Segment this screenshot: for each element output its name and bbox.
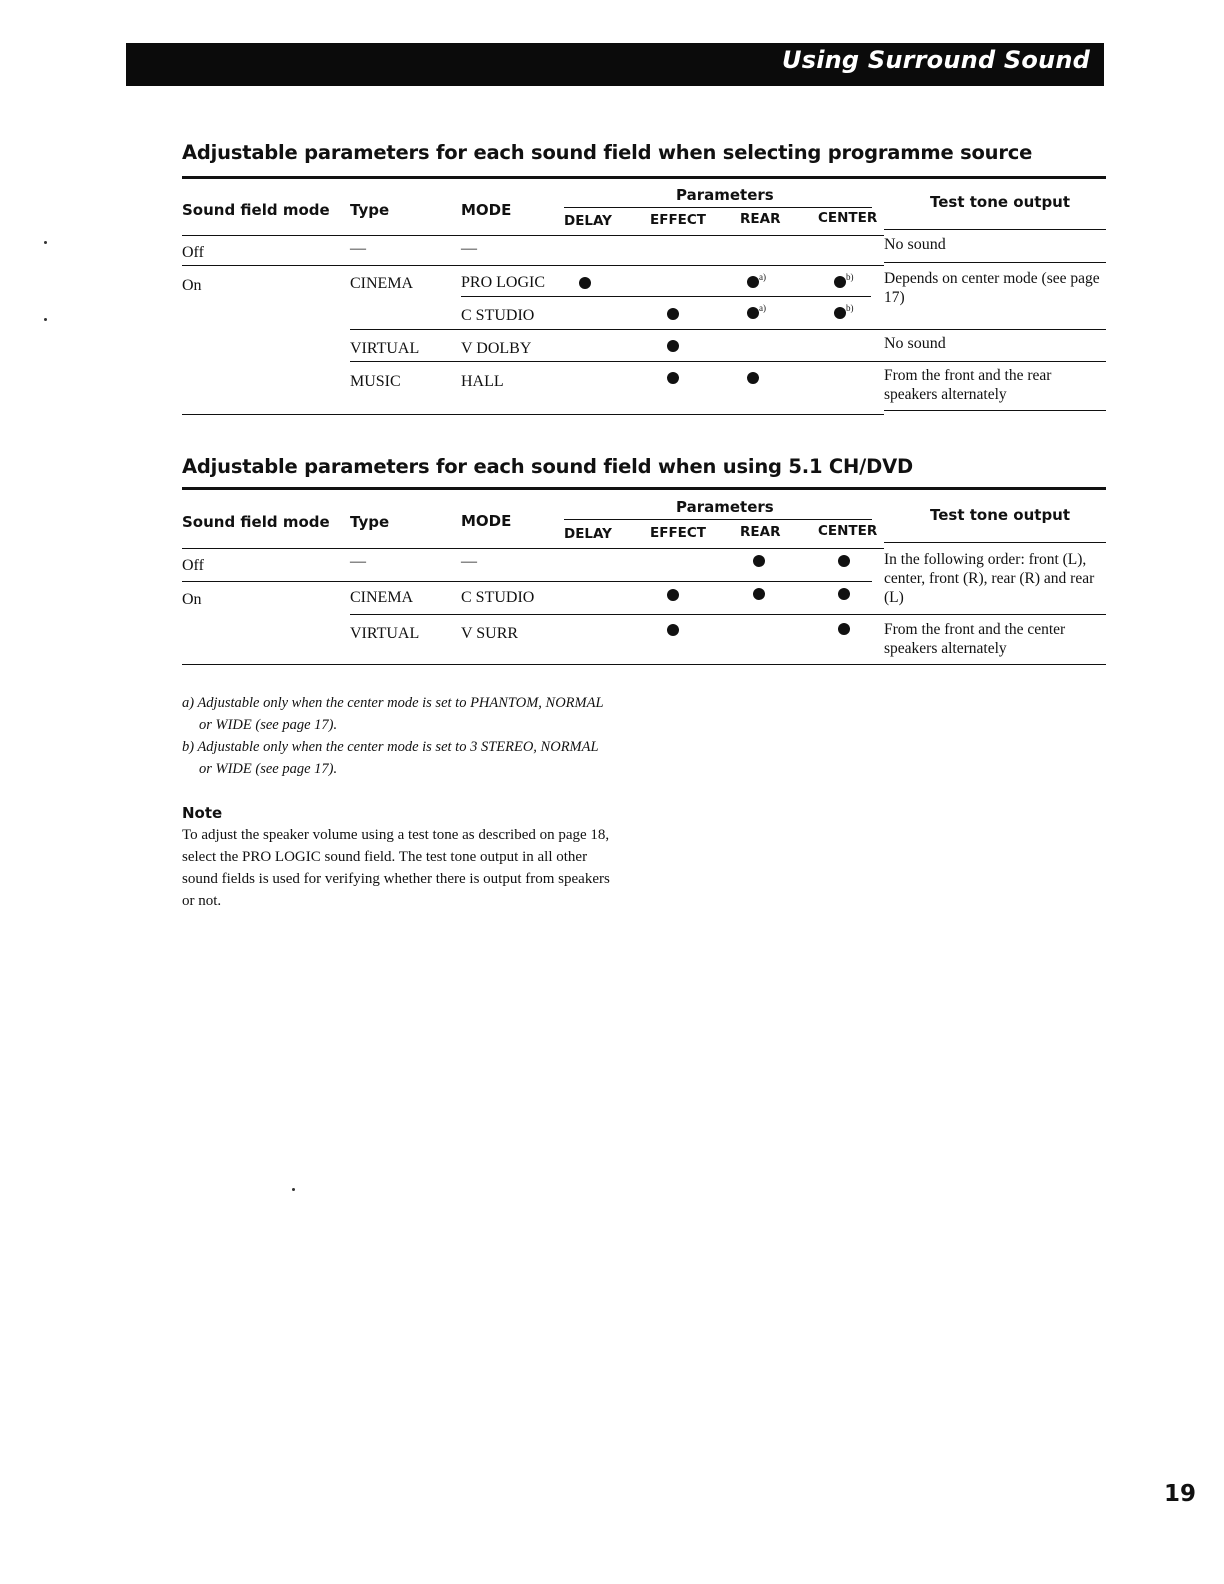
table1-header-center: CENTER <box>818 210 878 226</box>
table2-header-delay: DELAY <box>564 526 612 542</box>
scan-speck <box>292 1188 295 1191</box>
table2-cell-tone: From the front and the center speakers alternately <box>884 621 1066 657</box>
table1-header-sound-field-mode: Sound field mode <box>182 201 330 219</box>
table2-header-rule <box>182 548 884 549</box>
table2-title: Adjustable parameters for each sound field when using 5.1 CH/DVD <box>182 455 913 478</box>
table2-cell-mode: — <box>461 553 477 570</box>
note-body: To adjust the speaker volume using a test tone as described on page 18, select the PRO LOGIC sound field. The test tone output in all other sound fields is used for verifying whether there is output from speakers or not. <box>182 827 610 909</box>
table2-cell-mode: V SURR <box>461 625 519 642</box>
table1-cell-mode: PRO LOGIC <box>461 274 546 291</box>
table1-cell-type: MUSIC <box>350 373 401 390</box>
table1-rear-footnote-mark: a) <box>759 272 766 282</box>
table2-header-center: CENTER <box>818 523 878 539</box>
table2-header-mode: MODE <box>461 512 512 530</box>
table2-effect-dot <box>667 589 679 601</box>
table1-header-delay: DELAY <box>564 213 612 229</box>
table2-rear-dot <box>753 555 765 567</box>
table1-center-dot <box>834 307 846 319</box>
table2-header-sound-field-mode: Sound field mode <box>182 513 330 531</box>
table2-top-rule <box>182 487 1106 490</box>
table2-center-dot <box>838 623 850 635</box>
table1-cell-tone: Depends on center mode (see page 17) <box>884 270 1100 306</box>
table2-cell-type: VIRTUAL <box>350 625 420 642</box>
table2-bottom-rule <box>182 664 1106 665</box>
table1-effect-dot <box>667 340 679 352</box>
table1-effect-dot <box>667 308 679 320</box>
table1-cell-type: — <box>350 240 366 257</box>
table1-header-type: Type <box>350 201 390 219</box>
note-heading: Note <box>182 804 223 822</box>
table1-tone-header-rule <box>884 229 1106 230</box>
table1-header-mode: MODE <box>461 201 512 219</box>
table2-tone-header-rule <box>884 542 1106 543</box>
table1-cell-mode: V DOLBY <box>461 340 532 357</box>
table2-cell-field: On <box>182 591 202 608</box>
table1-bottom-rule <box>182 414 884 415</box>
table1-rear-dot <box>747 372 759 384</box>
table1-cell-field: Off <box>182 244 204 261</box>
table1-center-dot <box>834 276 846 288</box>
table2-cell-type: CINEMA <box>350 589 414 606</box>
table2-header-rear: REAR <box>740 524 781 540</box>
table1-row-rule <box>182 265 884 266</box>
footnote-b: b) Adjustable only when the center mode is set to 3 STEREO, NORMAL or WIDE (see page 17). <box>182 739 599 777</box>
table2-header-type: Type <box>350 513 390 531</box>
table1-cell-mode: — <box>461 240 477 257</box>
scan-speck <box>44 318 47 321</box>
table2-rear-dot <box>753 588 765 600</box>
table1-cell-type: CINEMA <box>350 275 414 292</box>
table2-center-dot <box>838 555 850 567</box>
table2-cell-type: — <box>350 553 366 570</box>
table1-bottom-rule <box>884 410 1106 411</box>
table1-cell-mode: HALL <box>461 373 504 390</box>
table1-header-rear: REAR <box>740 211 781 227</box>
table1-cell-tone: No sound <box>884 335 946 352</box>
table1-cell-mode: C STUDIO <box>461 307 535 324</box>
table1-row-rule <box>884 262 1106 263</box>
table1-delay-dot <box>579 277 591 289</box>
table2-parameters-rule <box>564 519 872 520</box>
table1-cell-tone: From the front and the rear speakers alternately <box>884 367 1052 403</box>
table1-header-parameters: Parameters <box>676 186 774 204</box>
table1-center-footnote-mark: b) <box>846 303 854 313</box>
table1-rear-dot <box>747 276 759 288</box>
table1-effect-dot <box>667 372 679 384</box>
table2-effect-dot <box>667 624 679 636</box>
footnote-a: a) Adjustable only when the center mode is set to PHANTOM, NORMAL or WIDE (see page 17). <box>182 695 604 733</box>
table1-cell-field: On <box>182 277 202 294</box>
table2-cell-field: Off <box>182 557 204 574</box>
table1-top-rule <box>182 176 1106 179</box>
table2-header-effect: EFFECT <box>650 525 707 541</box>
section-title: Using Surround Sound <box>782 46 1090 74</box>
table2-header-parameters: Parameters <box>676 498 774 516</box>
table2-row-rule <box>182 581 872 582</box>
table1-header-effect: EFFECT <box>650 212 707 228</box>
table1-header-rule <box>182 235 884 236</box>
table2-cell-tone: In the following order: front (L), center, front (R), rear (R) and rear (L) <box>884 551 1095 606</box>
table1-header-test-tone-output: Test tone output <box>930 193 1071 211</box>
table1-row-rule <box>350 361 1106 362</box>
scan-speck <box>44 241 47 244</box>
table1-center-footnote-mark: b) <box>846 272 854 282</box>
table2-row-rule <box>350 614 1106 615</box>
section-header-bar <box>126 43 1104 86</box>
table1-subrow-rule <box>461 296 871 297</box>
table1-row-rule <box>350 329 1106 330</box>
table1-parameters-rule <box>564 207 872 208</box>
table1-cell-type: VIRTUAL <box>350 340 420 357</box>
page-number: 19 <box>1164 1481 1197 1507</box>
table2-center-dot <box>838 588 850 600</box>
table1-rear-footnote-mark: a) <box>759 303 766 313</box>
table2-cell-mode: C STUDIO <box>461 589 535 606</box>
table1-title: Adjustable parameters for each sound field when selecting programme source <box>182 141 1033 164</box>
table2-header-test-tone-output: Test tone output <box>930 506 1071 524</box>
table1-rear-dot <box>747 307 759 319</box>
table1-cell-tone: No sound <box>884 236 946 253</box>
